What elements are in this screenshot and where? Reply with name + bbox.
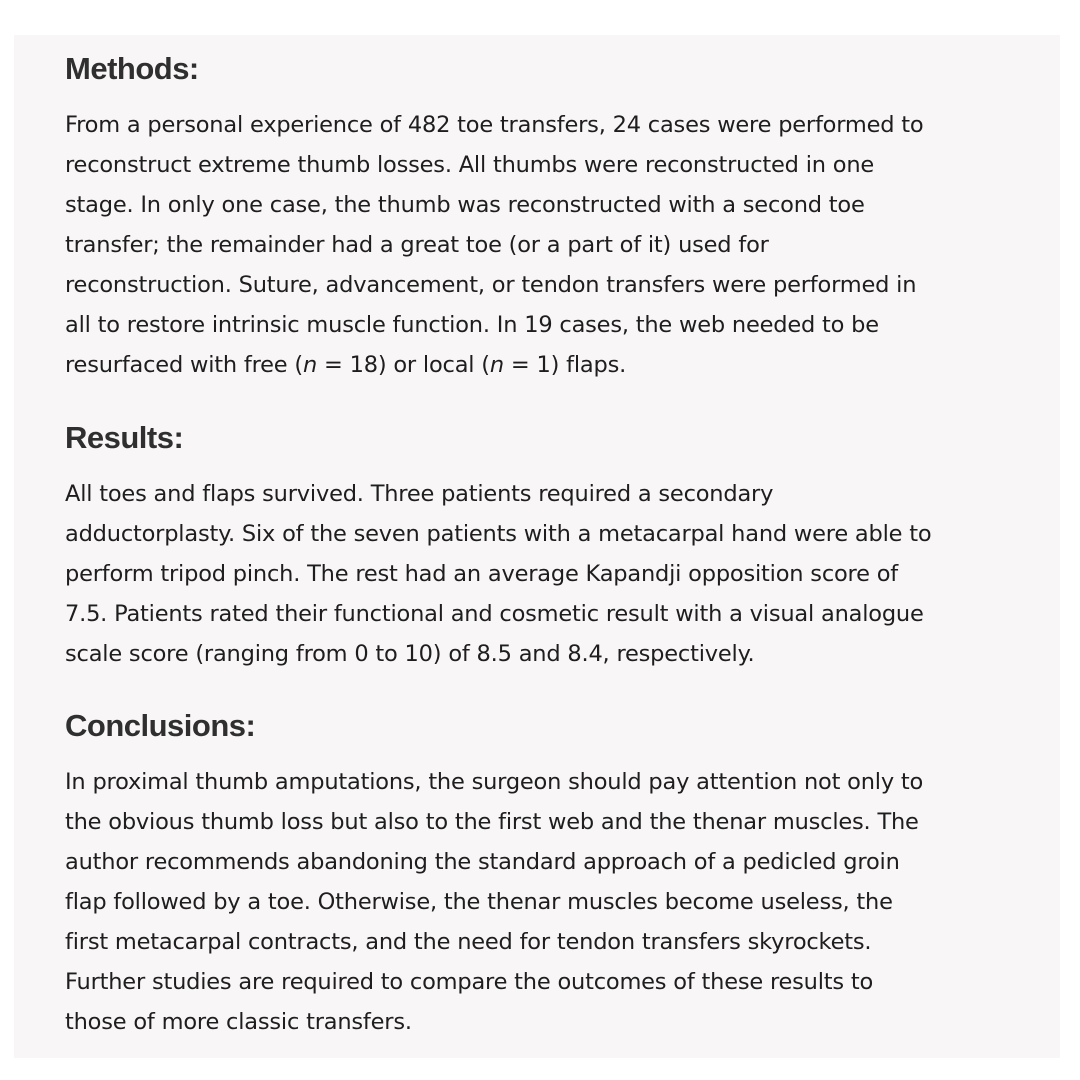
methods-line: all to restore intrinsic muscle function. In 19 cases, the web needed to be: [65, 312, 879, 338]
methods-heading: Methods:: [65, 51, 199, 86]
results-line: scale score (ranging from 0 to 10) of 8.5 and 8.4, respectively.: [65, 641, 755, 667]
results-heading: Results:: [65, 420, 184, 455]
conclusions-paragraph: [65, 762, 1055, 1042]
conclusions-heading: Conclusions:: [65, 708, 256, 743]
sample-size-symbol: n: [489, 352, 504, 378]
abstract-panel: [14, 35, 1060, 1058]
methods-text-fragment: = 18) or local (: [317, 352, 490, 378]
conclusions-line: author recommends abandoning the standard approach of a pedicled groin: [65, 849, 900, 875]
methods-paragraph: [65, 105, 1055, 385]
methods-text-fragment: = 1) flaps.: [503, 352, 627, 378]
results-line: 7.5. Patients rated their functional and cosmetic result with a visual analogue: [65, 601, 924, 627]
results-line: All toes and flaps survived. Three patients required a secondary: [65, 481, 774, 507]
conclusions-line: the obvious thumb loss but also to the first web and the thenar muscles. The: [65, 809, 919, 835]
methods-line: reconstruct extreme thumb losses. All thumbs were reconstructed in one: [65, 152, 875, 178]
methods-text-fragment: resurfaced with free (: [65, 352, 303, 378]
conclusions-line: first metacarpal contracts, and the need for tendon transfers skyrockets.: [65, 929, 872, 955]
methods-line: stage. In only one case, the thumb was reconstructed with a second toe: [65, 192, 865, 218]
conclusions-line: those of more classic transfers.: [65, 1009, 412, 1035]
methods-line: reconstruction. Suture, advancement, or tendon transfers were performed in: [65, 272, 917, 298]
methods-line: transfer; the remainder had a great toe (or a part of it) used for: [65, 232, 769, 258]
conclusions-line: flap followed by a toe. Otherwise, the thenar muscles become useless, the: [65, 889, 893, 915]
sample-size-symbol: n: [302, 352, 318, 378]
methods-line: From a personal experience of 482 toe transfers, 24 cases were performed to: [65, 112, 924, 138]
methods-line-last: [65, 345, 1055, 385]
conclusions-line: Further studies are required to compare the outcomes of these results to: [65, 969, 874, 995]
results-paragraph: [65, 474, 1055, 674]
conclusions-line: In proximal thumb amputations, the surgeon should pay attention not only to: [65, 769, 924, 795]
results-line: adductorplasty. Six of the seven patients with a metacarpal hand were able to: [65, 521, 932, 547]
results-line: perform tripod pinch. The rest had an average Kapandji opposition score of: [65, 561, 898, 587]
